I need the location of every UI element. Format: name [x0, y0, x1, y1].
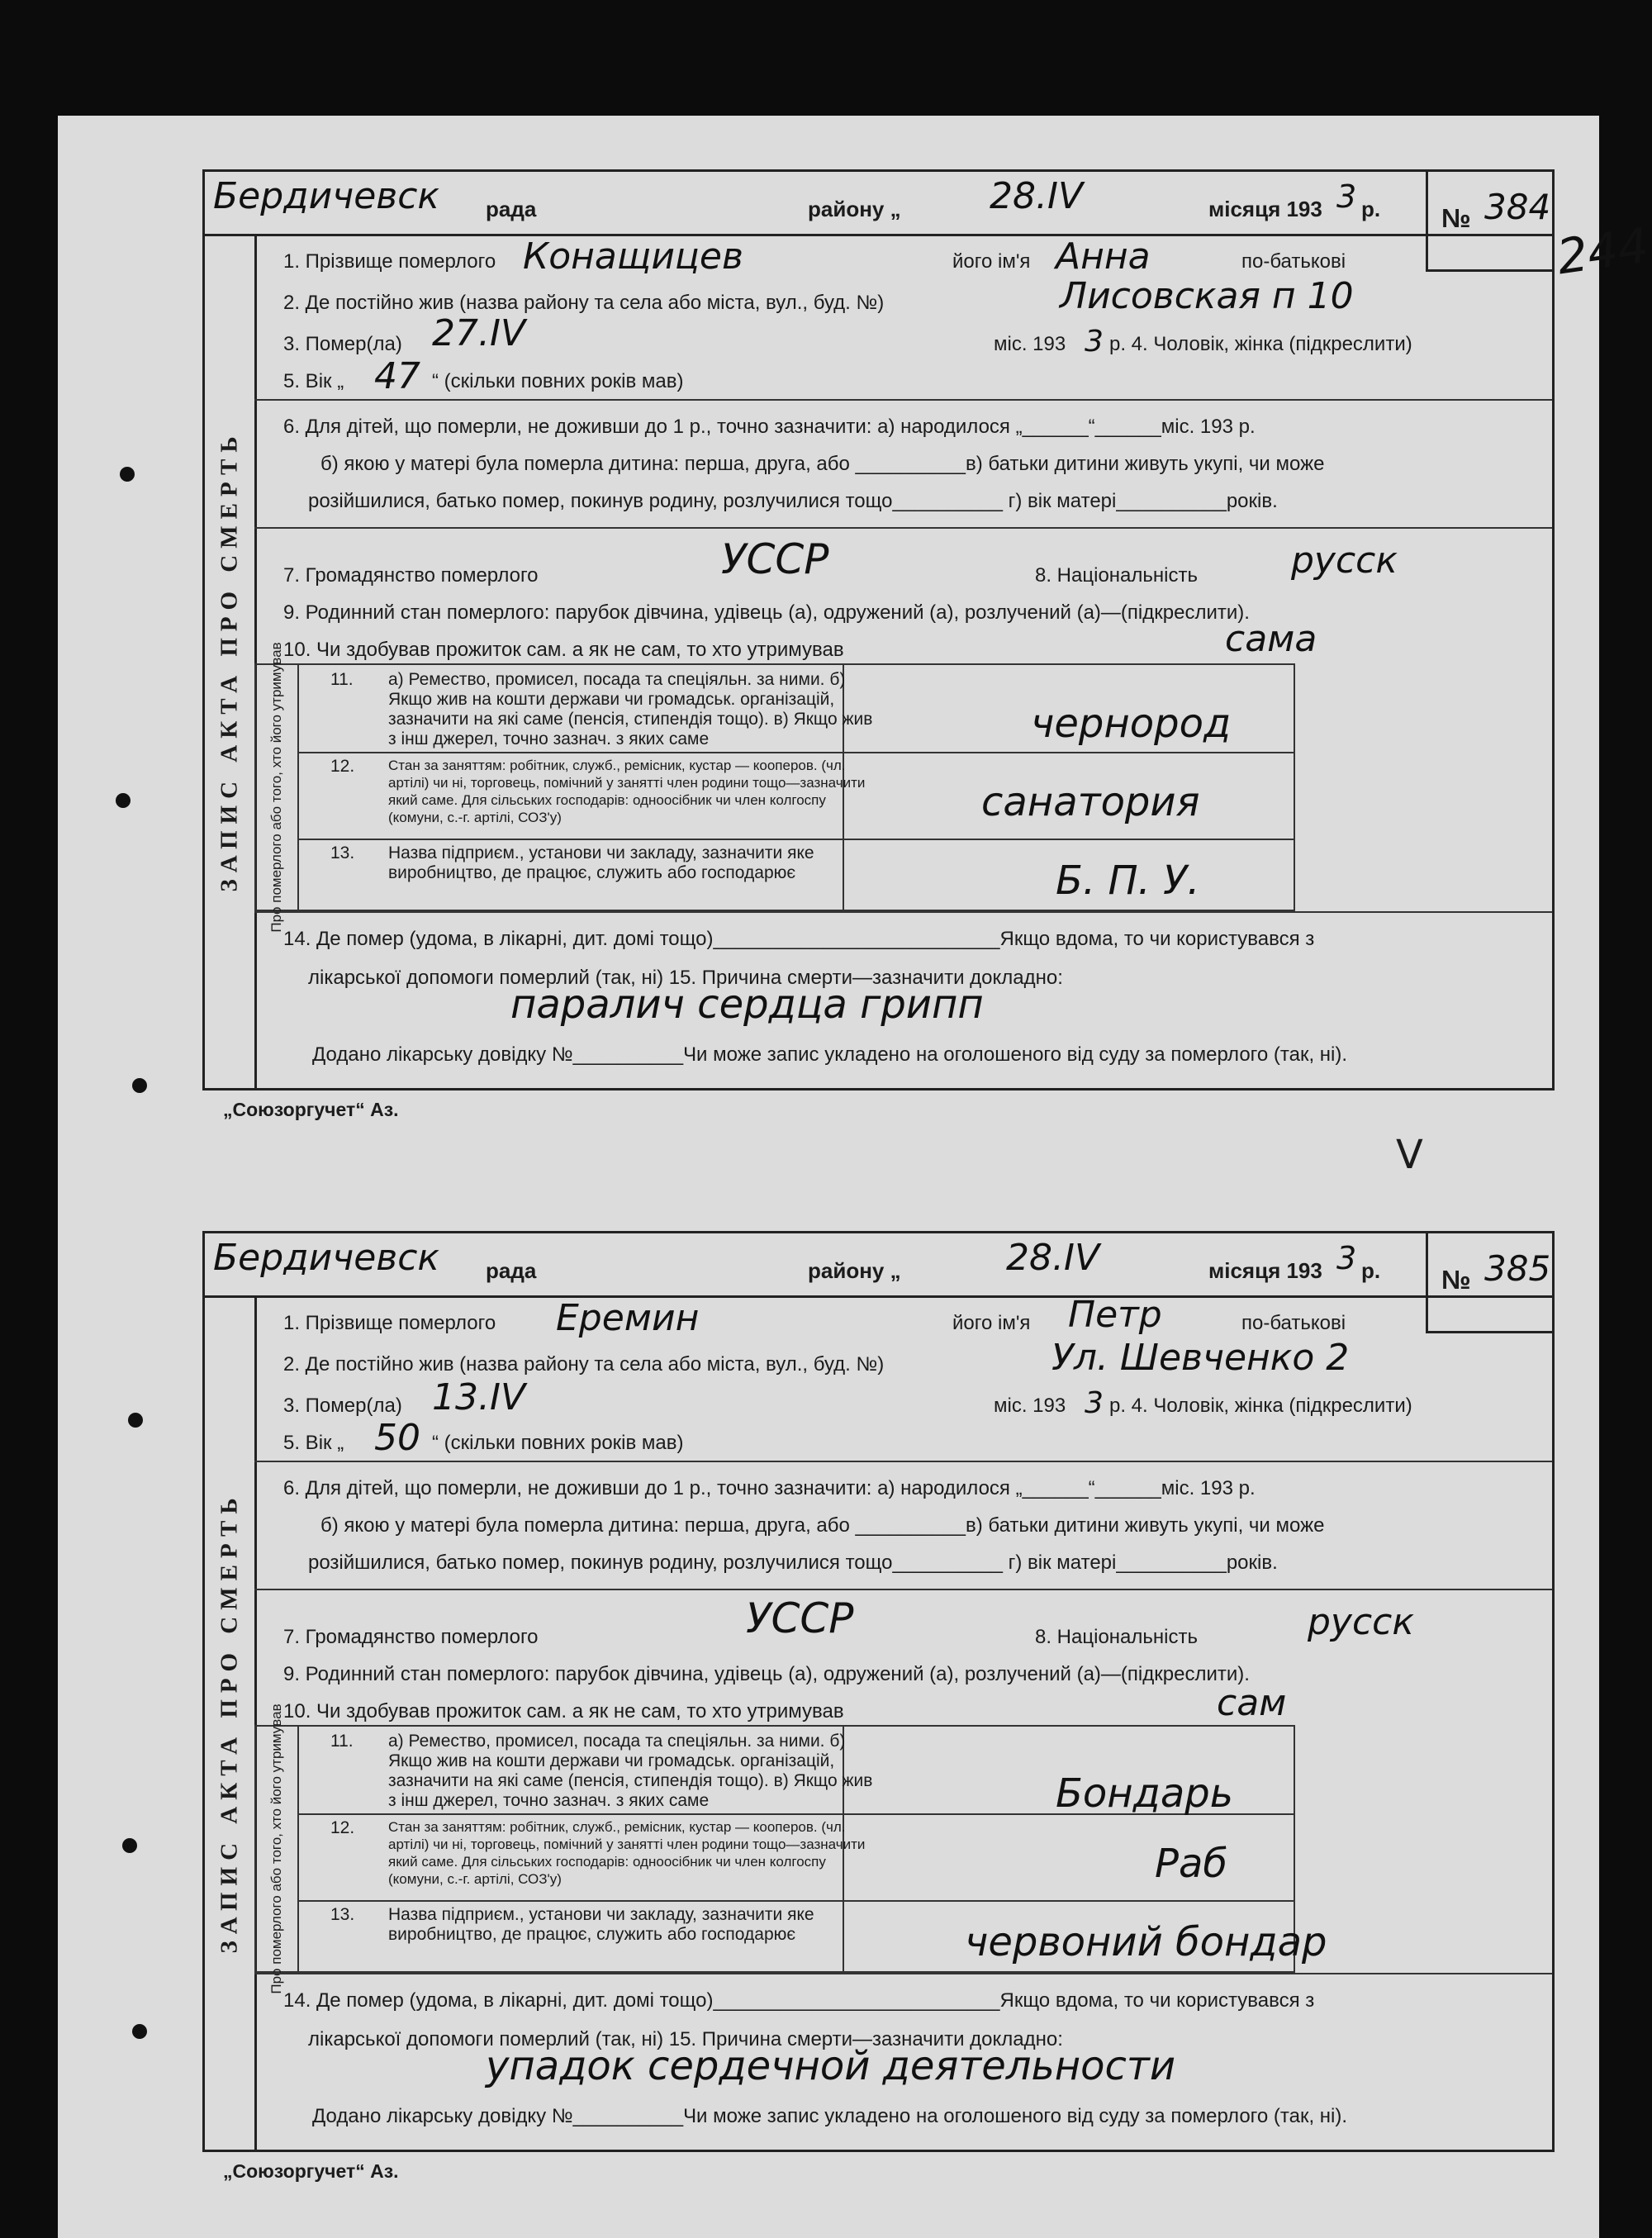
check-mark: V [1396, 1132, 1423, 1178]
row-14: 14. Де помер (удома, в лікарні, дит. домі тощо)__________________________Якщо вдома, то чи користувався з [283, 1989, 1315, 2012]
row-14: 14. Де помер (удома, в лікарні, дит. домі тощо)__________________________Якщо вдома, то чи користувався з [283, 928, 1315, 950]
address-value: Лисовская п 10 [1060, 275, 1354, 317]
surname-value: Еремин [556, 1297, 700, 1339]
vertical-title: ЗАПИС АКТА ПРО СМЕРТЬ [205, 1295, 257, 2150]
row-10: 10. Чи здобував прожиток сам. а як не сам, то хто утримував сама [283, 618, 1317, 661]
row-9: 9. Родинний стан померлого: парубок дівчина, удівець (а), одружений (а), розлучений (а)—(підкреслити). [283, 601, 1250, 624]
supported-by-value: сама [1225, 618, 1317, 660]
rada-label: рада [486, 1258, 537, 1283]
row-16: Додано лікарську довідку №__________Чи може запис укладено на оголошеного від суду за померлого (так, ні). [312, 2105, 1348, 2127]
month-label: місяця 193 [1208, 197, 1322, 221]
row-2: 2. Де постійно жив (назва району та села або міста, вул., буд. №) Лисовская п 10 [283, 275, 1354, 317]
row-15: лікарської допомоги померлий (так, ні) 15. Причина смерти—зазначити докладно: [308, 2028, 1063, 2050]
death-date-value: 13.IV [432, 1376, 526, 1418]
row-6: 6. Для дітей, що померли, не доживши до 1 р., точно зазначити: а) народилося „______“______міс. 193 р. [283, 1477, 1256, 1499]
nationality-value: русск [1291, 539, 1398, 582]
row-10: 10. Чи здобував прожиток сам. а як не сам, то хто утримував сам [283, 1682, 1287, 1724]
year-digit: 3 [1336, 1240, 1357, 1276]
surname-value: Конащицев [523, 235, 743, 278]
footer-1: „Союзоргучет“ Аз. [223, 1099, 399, 1120]
raion-label: району „ [808, 197, 901, 221]
row-9: 9. Родинний стан померлого: парубок дівчина, удівець (а), одружений (а), розлучений (а)—(підкреслити). [283, 1663, 1250, 1685]
record-number: 384 [1484, 187, 1551, 227]
punch-hole [128, 1413, 143, 1428]
punch-hole [132, 1078, 147, 1093]
cause-value: упадок сердечной деятельности [486, 2043, 1176, 2089]
occupation-table: Про померлого або того, хто його утримував 11. а) Ремество, промисел, посада та спеціяльн. за ними. б) Якщо жив на кошти держави чи громадськ. організацій, зазначити на які саме (пенсія, стипендія тощо). в) Якщо жив з інш джерел, точно зазнач. з яких саме 12. Стан за заняттям: робітник, служб., ремісник, кустар — кооперов. (чл. артілі) чи ні, торговець, помічний у занятті член родини тощо—зазначити який саме. Для сільських господарів: одноосібник чи член колгоспу (комуни, с.-г. артілі, СОЗ'у) 13. Назва підприєм., установи чи закладу, зазначити яке виробництво, де працює, служить або господарює [254, 1725, 1295, 1973]
year-digit: 3 [1336, 178, 1357, 215]
number-prefix: № [1441, 203, 1471, 233]
day-value: 28.IV [990, 175, 1084, 217]
raion-label: району „ [808, 1258, 901, 1283]
row-15: лікарської допомоги померлий (так, ні) 15. Причина смерти—зазначити докладно: [308, 967, 1063, 989]
row-6b: б) якою у матері була померла дитина: перша, друга, або __________в) батьки дитини живуть укупі, чи може [320, 1514, 1325, 1537]
status-value: санатория [981, 779, 1200, 825]
vertical-title: ЗАПИС АКТА ПРО СМЕРТЬ [205, 234, 257, 1088]
status-value: Раб [1155, 1841, 1227, 1887]
punch-hole [132, 2024, 147, 2039]
supported-by-value: сам [1217, 1682, 1287, 1724]
row-6: 6. Для дітей, що померли, не доживши до 1 р., точно зазначити: а) народилося „______“______міс. 193 р. [283, 416, 1256, 438]
row-5: 5. Вік „ 50 “ (скільки повних років мав) [283, 1417, 684, 1459]
age-value: 50 [374, 1417, 420, 1459]
record-number: 385 [1484, 1248, 1551, 1289]
footer-2: „Союзоргучет“ Аз. [223, 2160, 399, 2182]
occupation-value: Бондарь [1056, 1770, 1234, 1817]
page-number-handwritten: 244 [1553, 216, 1652, 286]
address-value: Ул. Шевченко 2 [1051, 1337, 1350, 1379]
row-1: 1. Прізвище померлого Еремин його ім'я Петр по-батькові [283, 1294, 1346, 1339]
rada-value: Бердичевск [213, 1237, 439, 1279]
rada-label: рада [486, 197, 537, 221]
punch-hole [120, 467, 135, 482]
year-suffix: р. [1361, 197, 1381, 221]
row-3: 3. Помер(ла) 13.IV міс. 193 3 р. 4. Чоловік, жінка (підкреслити) [283, 1376, 1412, 1420]
month-label: місяця 193 [1208, 1258, 1322, 1283]
row-5: 5. Вік „ 47 “ (скільки повних років мав) [283, 355, 684, 397]
workplace-value: червоний бондар [965, 1919, 1327, 1965]
row-3: 3. Помер(ла) 27.IV міс. 193 3 р. 4. Чоловік, жінка (підкреслити) [283, 312, 1412, 359]
punch-hole [122, 1838, 137, 1853]
death-record-form-2 [202, 1231, 1555, 2152]
age-value: 47 [374, 355, 420, 397]
cause-value: паралич сердца грипп [510, 981, 984, 1028]
citizenship-value: УССР [721, 535, 829, 583]
row-16: Додано лікарську довідку №__________Чи може запис укладено на оголошеного від суду за померлого (так, ні). [312, 1043, 1348, 1066]
form-header [205, 1233, 1552, 1298]
row-7: 7. Громадянство померлого УССР 8. Національність русск [283, 1594, 1414, 1648]
row-7: 7. Громадянство померлого УССР 8. Національність русск [283, 535, 1398, 587]
number-prefix: № [1441, 1265, 1471, 1295]
nationality-value: русск [1308, 1601, 1414, 1643]
rada-value: Бердичевск [213, 175, 439, 217]
form-header [205, 172, 1552, 236]
name-value: Анна [1056, 235, 1151, 278]
year-suffix: р. [1361, 1258, 1381, 1283]
citizenship-value: УССР [746, 1594, 854, 1642]
name-value: Петр [1068, 1294, 1162, 1336]
day-value: 28.IV [1006, 1237, 1100, 1279]
row-6c: розійшилися, батько помер, покинув родину, розлучилися тощо__________ г) вік матері__________років. [308, 1551, 1278, 1574]
punch-hole [116, 793, 131, 808]
occupation-table: Про померлого або того, хто його утримував 11. а) Ремество, промисел, посада та спеціяльн. за ними. б) Якщо жив на кошти держави чи громадськ. організацій, зазначити на які саме (пенсія, стипендія тощо). в) Якщо жив з інш джерел, точно зазнач. з яких саме 12. Стан за заняттям: робітник, служб., ремісник, кустар — кооперов. (чл. артілі) чи ні, торговець, помічний у занятті член родини тощо—зазначити який саме. Для сільських господарів: одноосібник чи член колгоспу (комуни, с.-г. артілі, СОЗ'у) 13. Назва підприєм., установи чи закладу, зазначити яке виробництво, де працює, служить або господарює [254, 663, 1295, 911]
death-date-value: 27.IV [432, 312, 526, 354]
occupation-value: чернород [1031, 701, 1232, 747]
row-2: 2. Де постійно жив (назва району та села або міста, вул., буд. №) Ул. Шевченко 2 [283, 1337, 1350, 1379]
death-record-form-1 [202, 169, 1555, 1090]
row-6c: розійшилися, батько помер, покинув родину, розлучилися тощо__________ г) вік матері__________років. [308, 490, 1278, 512]
row-6b: б) якою у матері була померла дитина: перша, друга, або __________в) батьки дитини живуть укупі, чи може [320, 453, 1325, 475]
workplace-value: Б. П. У. [1056, 858, 1200, 904]
row-1: 1. Прізвище померлого Конащицев його ім'я Анна по-батькові [283, 235, 1346, 278]
